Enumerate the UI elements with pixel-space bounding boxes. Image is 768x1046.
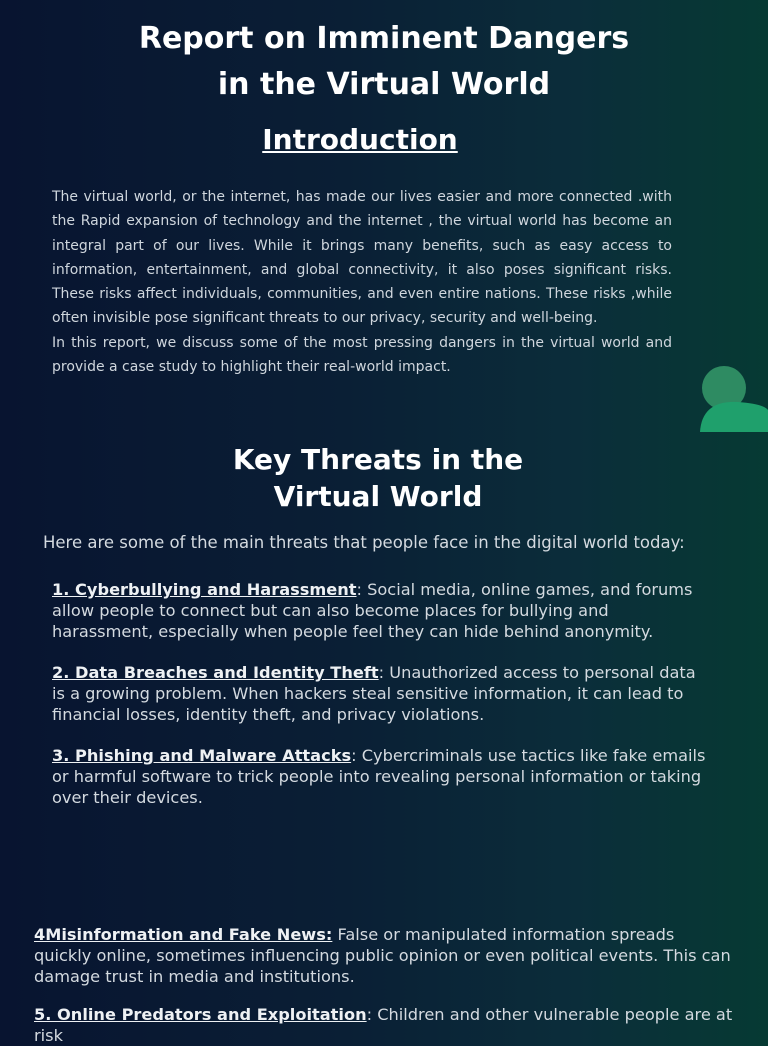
threat-description: Children and other vulnerable people are at risk <box>34 1005 733 1045</box>
threat-item-data-breaches <box>52 662 712 725</box>
introduction-paragraph-2: In this report, we discuss some of the most pressing dangers in the virtual world and provide a case study to highlight their real-world impact. <box>52 334 672 376</box>
threats-intro-text: Here are some of the main threats that people face in the digital world today: <box>43 533 685 552</box>
key-threats-heading-line-1: Key Threats in the <box>232 443 524 476</box>
threat-item-online-predators <box>34 1004 734 1046</box>
threat-title: 4Misinformation and Fake News: <box>34 925 333 944</box>
report-title-line-1: Report on Imminent Dangers <box>138 21 630 56</box>
threat-item-phishing <box>52 745 712 808</box>
threat-title: 5. Online Predators and Exploitation <box>34 1005 367 1024</box>
report-title-line-2: in the Virtual World <box>217 67 551 102</box>
threat-separator: : <box>356 580 362 599</box>
threat-item-cyberbullying <box>52 579 712 642</box>
threat-description: Social media, online games, and forums allow people to connect but can also become places for bullying and harassment, especially when people feel they can hide behind anonymity. <box>52 580 693 641</box>
key-threats-heading <box>0 441 756 515</box>
introduction-body <box>52 185 672 379</box>
threat-description: False or manipulated information spreads quickly online, sometimes influencing public opinion or even political events. This can damage trust in media and institutions. <box>34 925 731 986</box>
threat-item-misinformation <box>34 924 734 987</box>
threat-description: Cybercriminals use tactics like fake emails or harmful software to trick people into revealing personal information or taking over their devices. <box>52 746 706 807</box>
threat-description: Unauthorized access to personal data is a growing problem. When hackers steal sensitive information, it can lead to financial losses, identity theft, and privacy violations. <box>52 663 696 724</box>
threat-title: 3. Phishing and Malware Attacks <box>52 746 352 765</box>
introduction-heading: Introduction <box>262 123 458 156</box>
key-threats-heading-line-2: Virtual World <box>273 480 483 513</box>
report-title <box>0 16 768 108</box>
threat-separator: : <box>378 663 385 682</box>
threat-title: 1. Cyberbullying and Harassment <box>52 580 357 599</box>
threat-separator: : <box>351 746 357 765</box>
introduction-paragraph-1: The virtual world, or the internet, has made our lives easier and more connected .with the Rapid expansion of technology and the internet , the virtual world has become an integral part of our lives. While it brings many benefits, such as easy access to information, entertainment, and global connectivity, it also poses significant risks. These risks affect individuals, communities, and even entire nations. These risks ,while often invisible pose significant threats to our privacy, security and well-being. <box>52 189 672 327</box>
person-silhouette-icon <box>700 366 768 432</box>
threat-title: 2. Data Breaches and Identity Theft <box>52 663 379 682</box>
threat-separator: : <box>366 1005 373 1024</box>
